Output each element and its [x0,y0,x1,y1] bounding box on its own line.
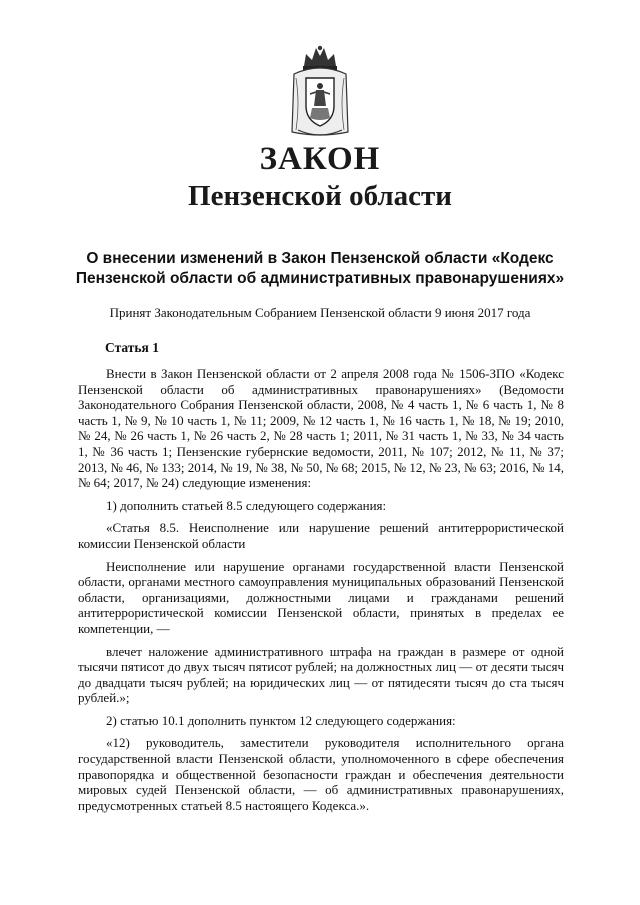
document-title: ЗАКОН [259,141,381,177]
amendment-item-1: 1) дополнить статьей 8.5 следующего содержания: [106,497,387,513]
article-intro: Внести в Закон Пензенской области от 2 апреля 2008 года № 1506-ЗПО «Кодекс Пензенской области об административных правонарушениях» (Ведомости Законодательного Собрания Пензенской области, 2008, № 4 часть 1, № 6 часть 1, № 8 часть 1, № 9, № 10 часть 1, № 11; 2009, № 12 часть 1, № 16 часть 1, № 18, № 19; 2010, № 24, № 26 часть 1, № 26 часть 2, № 28 часть 1; 2011, № 31 часть 1, № 33, № 34 часть 1, № 36 часть 1; Пензенские губернские ведомости, 2011, № 107; 2012, № 11, № 37; 2013, № 46, № 133; 2014, № 19, № 38, № 50, № 68; 2015, № 12, № 23, № 63; 2016, № 14, № 64; 2017, № 24) следующие изменения: [78,366,564,491]
document-subtitle: Пензенской области [188,180,452,212]
amendment-item-2: 2) статью 10.1 дополнить пунктом 12 следующего содержания: [106,712,456,728]
article-body [78,366,564,813]
new-article-title: «Статья 8.5. Неисполнение или нарушение решений антитеррористической комиссии Пензенской области [78,520,564,551]
coat-of-arms-icon [288,44,352,140]
adoption-note: Принят Законодательным Собранием Пензенской области 9 июня 2017 года [109,305,531,320]
article-heading: Статья 1 [105,340,159,355]
law-subject [60,249,580,289]
law-subject-line-2: Пензенской области об административных правонарушениях» [75,270,565,287]
penalty-text: влечет наложение административного штрафа на граждан в размере от одной тысячи пятисот до двух тысяч пятисот рублей; на должностных лиц — от десяти тысяч до двадцати тысяч рублей; на юридических лиц — от пятидесяти тысяч до ста тысяч рублей.»; [78,643,564,706]
new-article-text: Неисполнение или нарушение органами государственной власти Пензенской области, органами местного самоуправления муниципальных образований Пензенской области, организациями, должностными лицами и гражданами решений антитеррористической комиссии Пензенской области, принятых в пределах ее компетенции, — [78,558,564,636]
amendment-item-2-text: «12) руководитель, заместители руководителя исполнительного органа государственной власти Пензенской области, уполномоченного в сфере обеспечения правопорядка и общественной безопасности граждан и обеспечения деятельности мировых судей Пензенской области, — об административных правонарушениях, предусмотренных статьей 8.5 настоящего Кодекса.». [78,735,564,813]
law-subject-line-1: О внесении изменений в Закон Пензенской области «Кодекс [86,250,554,267]
